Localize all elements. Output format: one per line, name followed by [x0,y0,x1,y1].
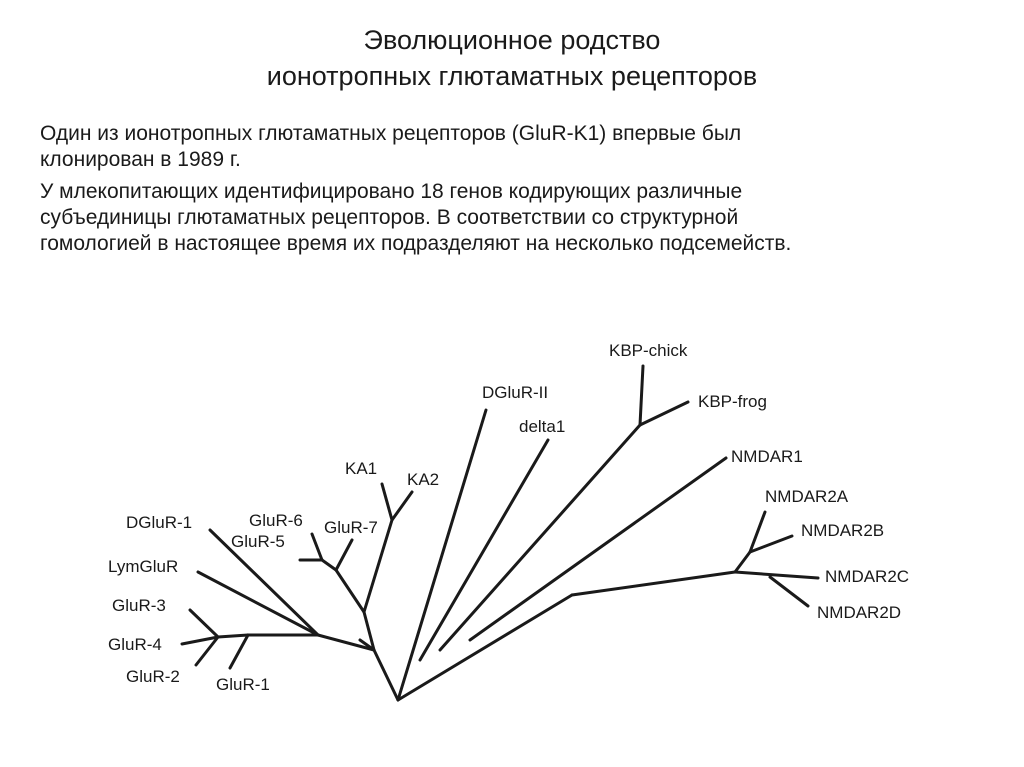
label-nmdar2a: NMDAR2A [765,487,849,506]
label-lymglur: LymGluR [108,557,179,576]
branch-root-to-ka-node [374,650,398,700]
label-nmdar2b: NMDAR2B [801,521,885,540]
branch-glur7 [336,540,352,570]
branch-glur6 [312,534,322,560]
label-glur2: GluR-2 [126,667,180,686]
label-nmdar2d: NMDAR2D [817,603,902,622]
label-glur1: GluR-1 [216,675,270,694]
label-glur4: GluR-4 [108,635,162,654]
label-delta1: delta1 [519,417,566,436]
label-glur6: GluR-6 [249,511,303,530]
paragraph-2-line-2: субъединицы глютаматных рецепторов. В соответствии со структурной [40,206,739,229]
title-line-1: Эволюционное родство [363,25,661,55]
branch-kbp-frog [640,402,688,425]
branch-glur4-node [218,635,248,637]
branch-ka1 [382,484,392,520]
branch-kbp-chick [640,366,643,425]
paragraph-1-line-1: Один из ионотропных глютаматных рецепторов (GluR-K1) впервые был [40,122,742,145]
label-glur5: GluR-5 [231,532,285,551]
label-kbp-frog: KBP-frog [698,392,767,411]
branch-ka2 [392,492,412,520]
label-glur3: GluR-3 [112,596,166,615]
branch-nmdar1 [470,458,726,640]
label-nmdar2c: NMDAR2C [825,567,910,586]
branch-mid-to-nmdar2 [572,572,735,595]
paragraph-1-line-2: клонирован в 1989 г. [40,148,241,171]
title-line-2: ионотропных глютаматных рецепторов [266,61,758,91]
branch-nmdar2ab-node [735,552,750,572]
branch-glur1 [230,635,248,668]
label-ka1: KA1 [345,459,378,478]
paragraph-2-line-1: У млекопитающих идентифицировано 18 генов кодирующих различные [40,180,743,203]
branch-kainate-main [336,570,364,612]
label-dglur-ii: DGluR-II [482,383,549,402]
label-nmdar1: NMDAR1 [731,447,803,466]
branch-lymglur [198,572,318,635]
branch-nmdar2cd-node [770,577,808,606]
label-dglur1: DGluR-1 [126,513,193,532]
label-ka2: KA2 [407,470,440,489]
branch-glur3 [190,610,218,637]
branch-glur6-5-node [322,560,336,570]
branch-nmdar2c [735,572,818,578]
label-glur7: GluR-7 [324,518,378,537]
label-kbp-chick: KBP-chick [609,341,688,360]
paragraph-2-line-3: гомологией в настоящее время их подразделяют на несколько подсемейств. [40,232,792,255]
